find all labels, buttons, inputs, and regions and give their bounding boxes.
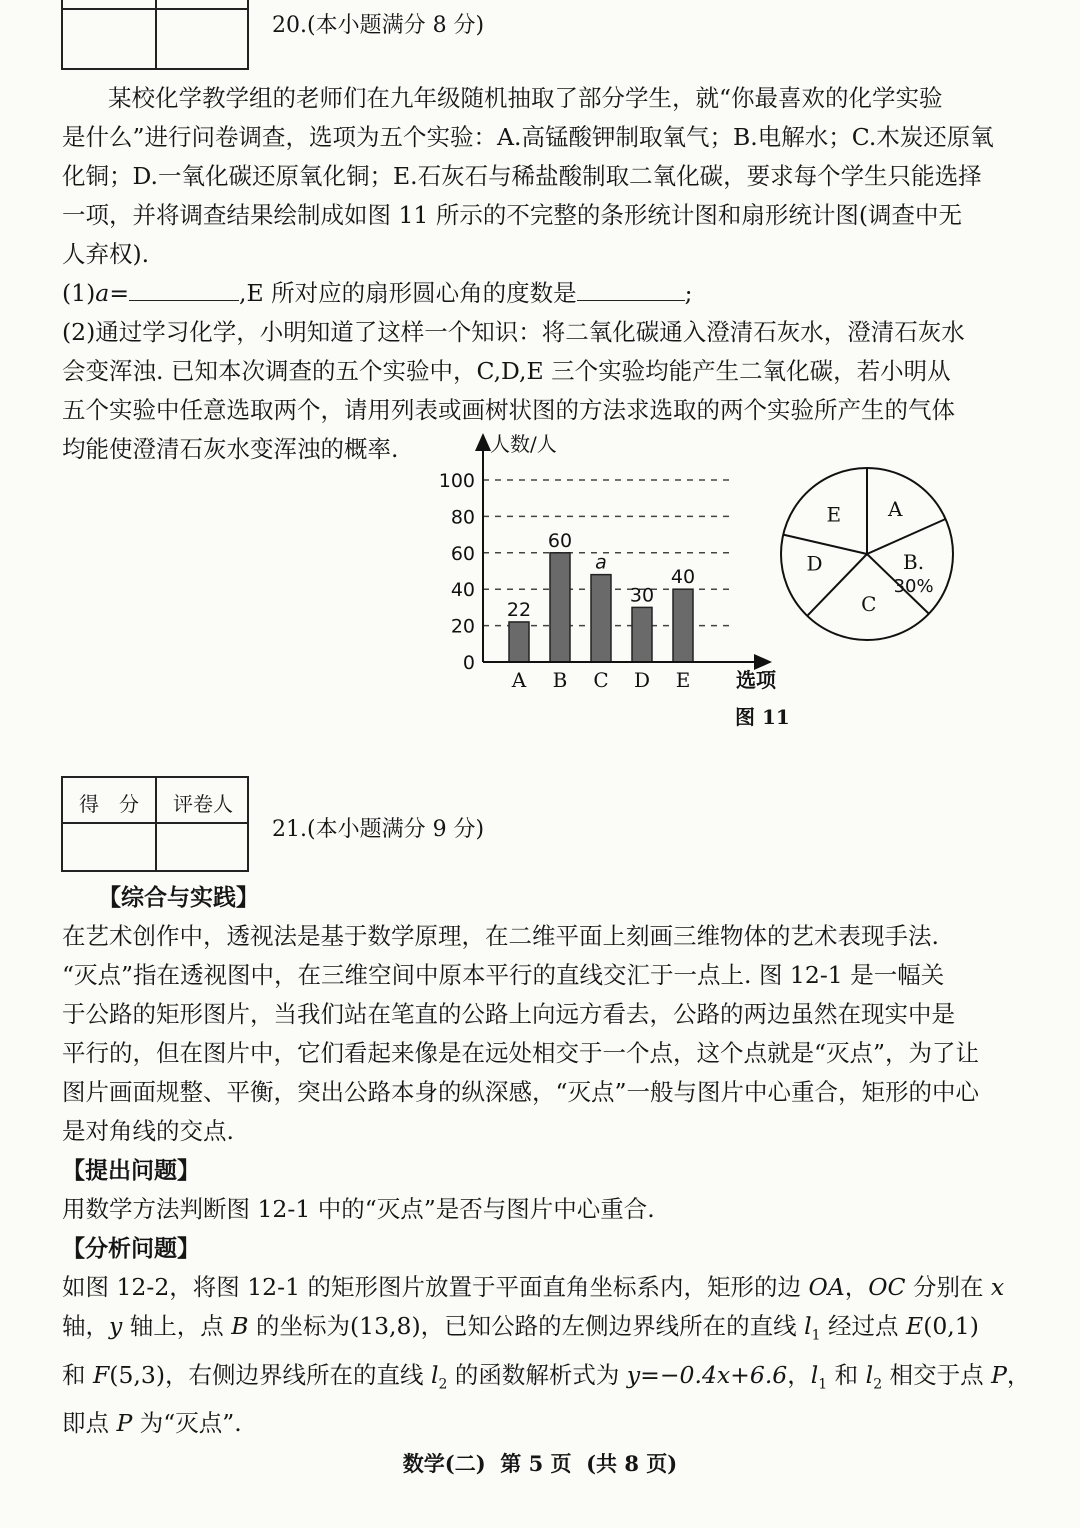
q20-stem [62,79,994,469]
q21-question: 用数学方法判断图 12-1 中的“灭点”是否与图片中心重合. [62,1195,655,1223]
q21-analysis-2: 轴，y 轴上，点 B 的坐标为(13,8)，已知公路的左侧边界线所在的直线 $l_1$ 经过点 E(0,1) [62,1312,979,1344]
bar-chart [430,425,790,695]
q21-intro-6: 是对角线的交点. [62,1117,234,1145]
pie-chart [775,462,965,652]
q21-body [62,878,1031,1443]
pie-slice-boundary [867,519,946,554]
pie-label-B: B. [903,550,925,575]
q21-title: 21.(本小题满分 9 分) [272,817,485,842]
figure-caption: 图 11 [735,705,790,729]
q20-line-3: 化铜；D.一氧化碳还原氧化铜；E.石灰石与稀盐酸制取二氧化碳，要求每个学生只能选择 [62,162,982,190]
bar-label-C: a [595,551,607,574]
bar-chart-ytick: 100 [438,470,475,492]
section-question: 【提出问题】 [62,1157,200,1184]
bar-chart-ytick: 0 [462,652,475,674]
bar-chart-ytick: 40 [450,579,475,602]
bar-C [591,575,611,662]
q20-title: 20.(本小题满分 8 分) [272,13,485,38]
bar-E [673,589,693,662]
score-input-cell[interactable] [63,824,155,870]
bar-B [550,553,570,662]
q21-analysis-1: 如图 12-2，将图 12-1 的矩形图片放置于平面直角坐标系内，矩形的边 OA，OC 分别在 x [62,1273,1005,1301]
bar-category-A: A [511,668,527,692]
pie-percent-B: 30% [893,576,934,598]
section-practice: 【综合与实践】 [98,884,259,911]
q21-intro-3: 于公路的矩形图片，当我们站在笔直的公路上向远方看去，公路的两边虽然在现实中是 [62,1000,955,1028]
answer-blank-angle[interactable] [577,278,685,301]
bar-category-C: C [593,668,609,692]
q21-intro-1: 在艺术创作中，透视法是基于数学原理，在二维平面上刻画三维物体的艺术表现手法. [62,922,939,950]
bar-label-D: 30 [629,584,655,607]
q20-line-1: 某校化学教学组的老师们在九年级随机抽取了部分学生，就“你最喜欢的化学实验 [108,84,943,112]
grader-label: 评卷人 [173,792,233,816]
pie-label-A: A [888,496,903,521]
q20-line-4: 一项，并将调查结果绘制成如图 11 所示的不完整的条形统计图和扇形统计图(调查中无 [62,201,963,229]
grader-input-cell[interactable] [157,824,249,870]
q20-part1: (1)a= ,E 所对应的扇形圆心角的度数是 ; [62,279,693,307]
bar-chart-ytick: 80 [450,506,475,529]
q20-part2-line-2: 会变浑浊. 已知本次调查的五个实验中，C,D,E 三个实验均能产生二氧化碳，若小明从 [62,357,951,385]
bar-chart-ytick: 20 [450,615,475,638]
q21-analysis-4: 即点 P 为“灭点”. [62,1409,242,1438]
q21-analysis-3: 和 F(5,3)，右侧边界线所在的直线 $l_2$ 的函数解析式为 y=−0.4x+6.6，$l_1$ 和 $l_2$ 相交于点 P， [62,1360,1031,1393]
q20-part2-line-1: (2)通过学习化学，小明知道了这样一个知识：将二氧化碳通入澄清石灰水，澄清石灰水 [62,318,965,346]
var-a: a [95,279,110,307]
q20-part2-line-4: 均能使澄清石灰水变浑浊的概率. [62,435,399,463]
q21-intro-4: 平行的，但在图片中，它们看起来像是在远处相交于一个点，这个点就是“灭点”，为了让 [62,1039,980,1067]
page-footer: 数学(二) 第 5 页 (共 8 页) [402,1451,678,1476]
section-analysis: 【分析问题】 [62,1235,200,1262]
bar-label-A: 22 [506,598,532,621]
bar-chart-ylabel: 人数/人 [490,432,557,456]
q20-part2-line-3: 五个实验中任意选取两个，请用列表或画树状图的方法求选取的两个实验所产生的气体 [62,396,955,424]
q20-line-2: 是什么”进行问卷调查，选项为五个实验：A.高锰酸钾制取氧气；B.电解水；C.木炭还原氧 [62,123,994,151]
pie-label-E: E [826,502,842,527]
q20-line-5: 人弃权). [62,240,150,268]
bar-D [632,607,652,662]
q21-intro-2: “灭点”指在透视图中，在三维空间中原本平行的直线交汇于一点上. 图 12-1 是一幅关 [62,961,945,989]
q20-score-box [61,0,249,70]
pie-slice-boundary [783,535,867,554]
bar-category-D: D [633,668,651,692]
bar-category-E: E [675,668,691,692]
answer-blank-a[interactable] [129,278,239,301]
bar-category-B: B [552,668,568,692]
bar-A [509,622,529,662]
q21-intro-5: 图片画面规整、平衡，突出公路本身的纵深感，“灭点”一般与图片中心重合，矩形的中心 [62,1078,980,1106]
pie-label-D: D [806,551,823,576]
bar-label-E: 40 [670,566,696,589]
score-label: 得 分 [79,792,139,816]
bar-label-B: 60 [547,529,573,552]
q21-score-box [61,776,249,872]
pie-label-C: C [861,591,877,616]
bar-chart-xlabel: 选项 [736,668,776,692]
bar-chart-ytick: 60 [450,542,475,565]
